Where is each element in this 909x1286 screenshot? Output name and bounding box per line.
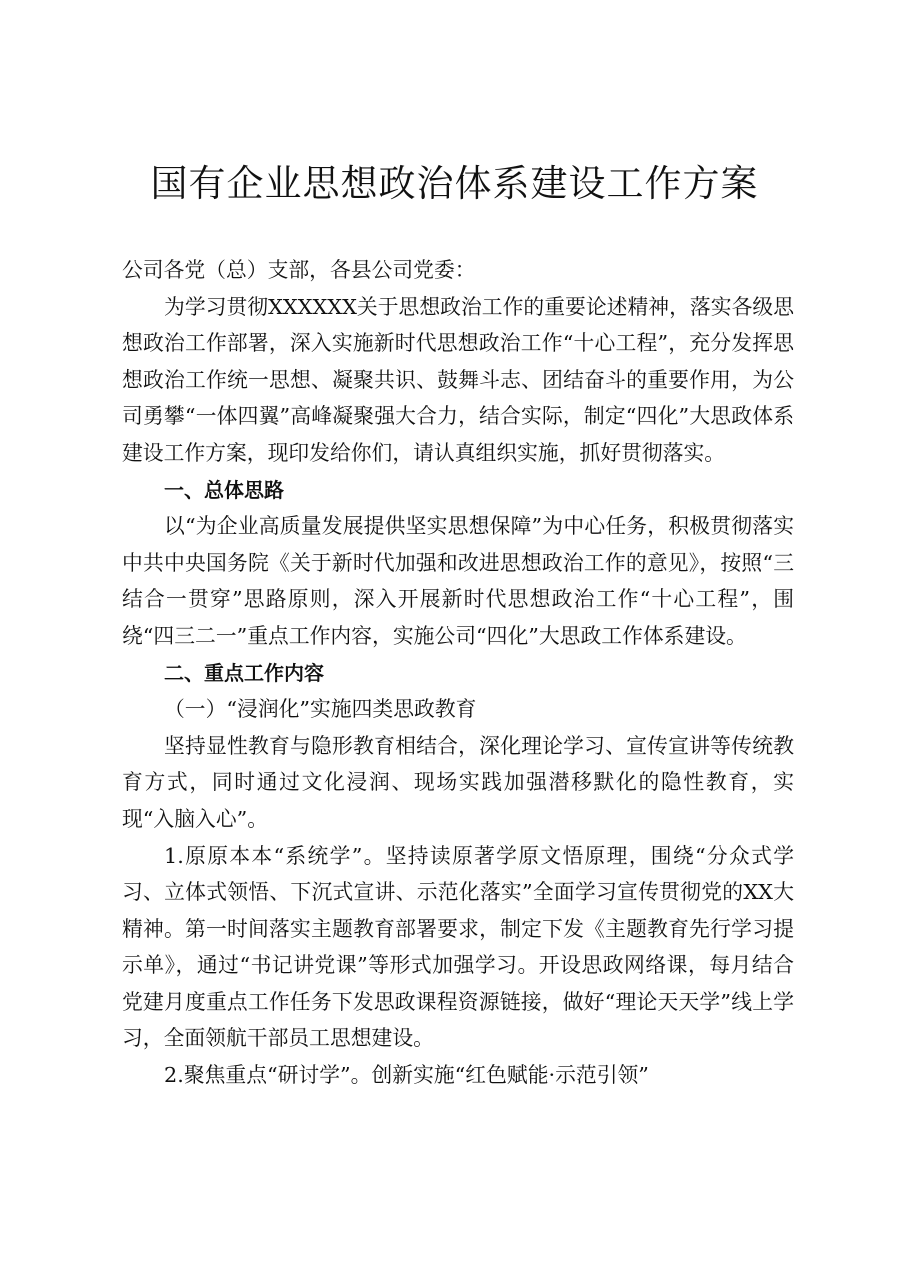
document-title: 国有企业思想政治体系建设工作方案 [150, 162, 759, 205]
overall-paragraph: 以“为企业高质量发展提供坚实思想保障”为中心任务，积极贯彻落实中共中央国务院《关于新时代加强和改进思想政治工作的意见》，按照“三结合一贯穿”思路原则，深入开展新时代思想政治工作“十心工程”，围绕“四三二一”重点工作内容，实施公司“四化”大思政工作体系建设。 [122, 514, 794, 648]
education-paragraph: 坚持显性教育与隐形教育相结合，深化理论学习、宣传宣讲等传统教育方式，同时通过文化浸润、现场实践加强潜移默化的隐性教育，实现“入脑入心”。 [122, 733, 794, 831]
intro-paragraph: 为学习贯彻XXXXXX关于思想政治工作的重要论述精神，落实各级思想政治工作部署，深入实施新时代思想政治工作“十心工程”，充分发挥思想政治工作统一思想、凝聚共识、鼓舞斗志、团结奋斗的重要作用，为公司勇攀“一体四翼”高峰凝聚强大合力，结合实际，制定“四化”大思政体系建设工作方案，现印发给你们，请认真组织实施，抓好贯彻落实。 [122, 294, 794, 465]
section-heading-key-work: 二、重点工作内容 [164, 660, 324, 685]
item-1-paragraph: 1.原原本本“系统学”。坚持读原著学原文悟原理，围绕“分众式学习、立体式领悟、下沉式宣讲、示范化落实”全面学习宣传贯彻党的XX大精神。第一时间落实主题教育部署要求，制定下发《主题教育先行学习提示单》，通过“书记讲党课”等形式加强学习。开设思政网络课，每月结合党建月度重点工作任务下发思政课程资源链接，做好“理论天天学”线上学习，全面领航干部员工思想建设。 [122, 843, 794, 1051]
salutation: 公司各党（总）支部，各县公司党委： [122, 258, 476, 282]
item-2-paragraph: 2.聚焦重点“研讨学”。创新实施“红色赋能·示范引领” [164, 1063, 649, 1088]
section-heading-overall: 一、总体思路 [164, 477, 284, 502]
document-body [122, 252, 794, 1094]
subsection-heading-education: （一）“浸润化”实施四类思政教育 [164, 697, 477, 722]
